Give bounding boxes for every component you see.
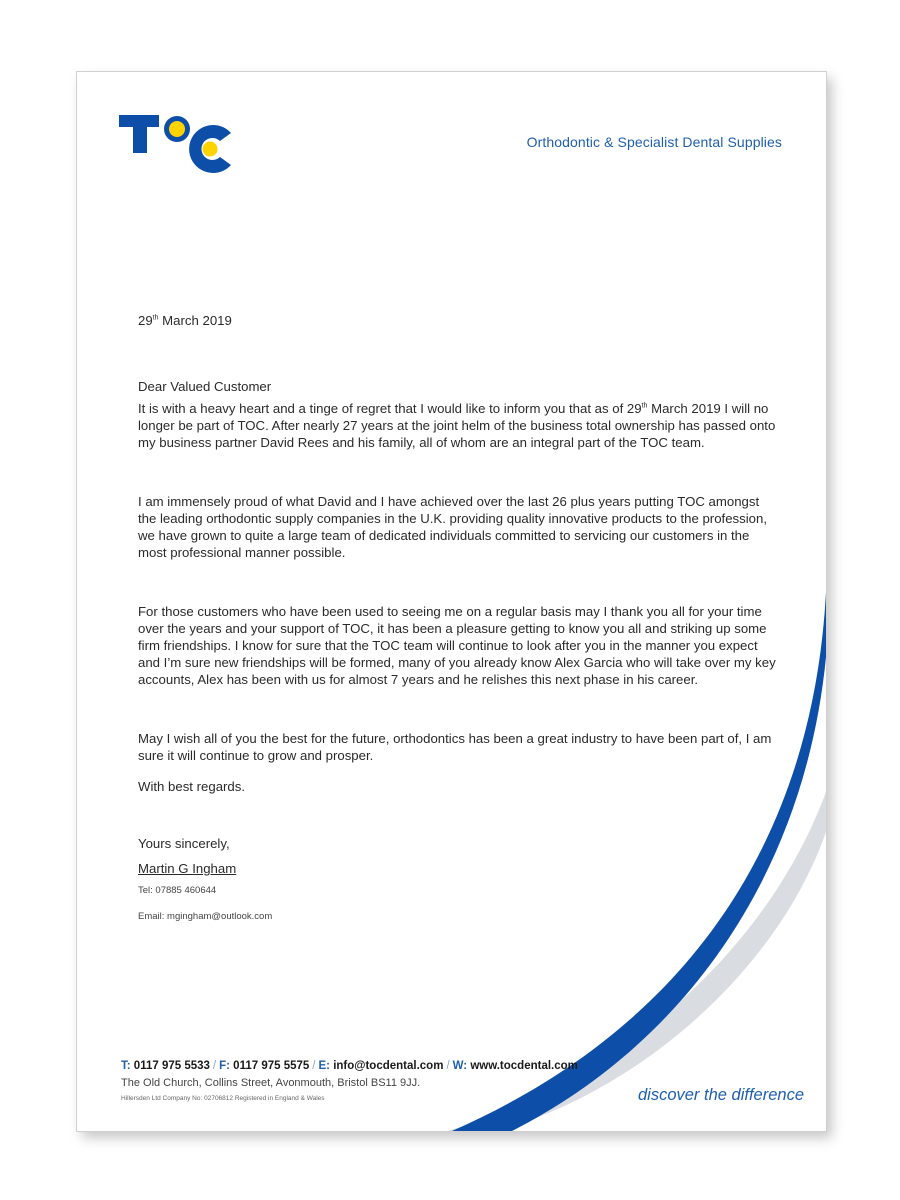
signature-email: Email: mgingham@outlook.com xyxy=(138,911,273,922)
letter-page xyxy=(76,71,827,1132)
letter-date: 29th March 2019 xyxy=(138,313,232,328)
footer-registration: Hillersden Ltd Company No: 02706812 Registered in England & Wales xyxy=(121,1095,325,1102)
footer-address: The Old Church, Collins Street, Avonmouth, Bristol BS11 9JJ. xyxy=(121,1077,421,1089)
letter-body xyxy=(138,312,778,937)
salutation: Dear Valued Customer xyxy=(138,379,272,394)
paragraph-4: May I wish all of you the best for the future, orthodontics has been a great industry to have been part of, I am sure it will continue to grow and prosper. xyxy=(138,731,772,763)
footer-contact-line: T: 0117 975 5533 / F: 0117 975 5575 / E: info@tocdental.com / W: www.tocdental.com xyxy=(121,1060,578,1072)
closing-yours: Yours sincerely, xyxy=(138,836,230,851)
footer-phone: 0117 975 5533 xyxy=(133,1060,210,1072)
letterhead-footer xyxy=(121,1060,578,1102)
paragraph-2: I am immensely proud of what David and I have achieved over the last 26 plus years putting TOC amongst the leading orthodontic supply companies in the U.K. providing quality innovative products to the profession, we have grown to quite a large team of dedicated individuals committed to servicing our customers in the most professional manner possible. xyxy=(138,494,767,560)
toc-logo xyxy=(119,107,237,173)
closing-regards: With best regards. xyxy=(138,779,246,794)
header-tagline: Orthodontic & Specialist Dental Supplies xyxy=(526,134,782,150)
paragraph-1: It is with a heavy heart and a tinge of regret that I would like to inform you that as of 29th March 2019 I will no longer be part of TOC. After nearly 27 years at the joint helm of the business total ownership has passed onto my business partner David Rees and his family, all of whom are an integral part of the TOC team. xyxy=(138,401,776,450)
footer-fax: 0117 975 5575 xyxy=(233,1060,310,1072)
signature-tel: Tel: 07885 460644 xyxy=(138,885,217,896)
footer-email: info@tocdental.com xyxy=(333,1060,444,1072)
signature-name: Martin G Ingham xyxy=(138,861,237,876)
paragraph-3: For those customers who have been used to seeing me on a regular basis may I thank you all for your time over the years and your support of TOC, it has been a pleasure getting to know you all and striking up some firm friendships. I know for sure that the TOC team will continue to look after you in the manner you expect and I’m sure new friendships will be formed, many of you already know Alex Garcia who will take over my key accounts, Alex has been with us for almost 7 years and he relishes this next phase in his career. xyxy=(138,604,776,687)
footer-website: www.tocdental.com xyxy=(470,1060,578,1072)
footer-tagline: discover the difference xyxy=(637,1086,804,1104)
